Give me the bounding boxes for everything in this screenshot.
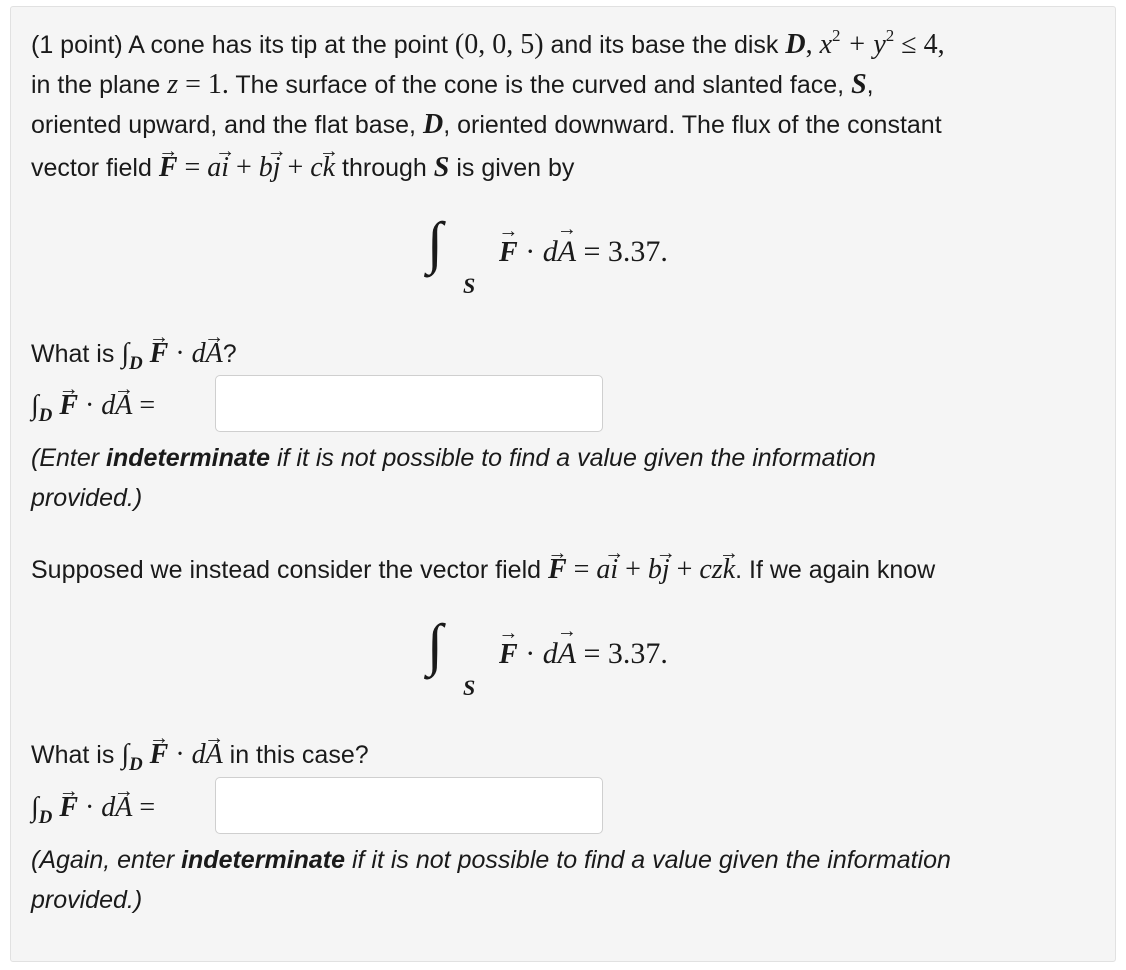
- math-op: ·: [525, 235, 536, 268]
- q2-note-line-2: [31, 885, 142, 915]
- part2-text: [31, 555, 935, 585]
- problem-line-4: [31, 153, 574, 183]
- vector-F: F →: [59, 793, 78, 823]
- note-text: if it is not possible to find a value given the information: [351, 846, 951, 874]
- question-text: in this case?: [229, 741, 369, 769]
- unit-vector-k: k →: [723, 555, 735, 585]
- integral-subscript: D: [128, 353, 143, 374]
- math-var: d: [101, 792, 116, 823]
- math-op: ·: [175, 338, 185, 369]
- math-op: ·: [85, 792, 95, 823]
- q1-answer-label: $\int_D$ F → · dA → =: [31, 391, 155, 421]
- question-mark: ?: [222, 340, 237, 368]
- problem-text: vector field: [31, 154, 152, 182]
- tip-point: (0, 0, 5): [454, 29, 544, 60]
- math-var: + y: [847, 29, 886, 60]
- vector-A: A →: [115, 793, 132, 823]
- integral-sign: ∫: [427, 210, 443, 275]
- math-var: a: [207, 152, 222, 183]
- points-label: (1 point): [31, 31, 123, 59]
- math-var: c: [310, 152, 323, 183]
- question-text: What is: [31, 741, 115, 769]
- problem-line-2: in the plane z = 1. The surface of the cone is the curved and slanted face, S,: [31, 69, 874, 100]
- q2-answer-input[interactable]: [215, 777, 603, 834]
- integral-subscript: S: [463, 675, 476, 700]
- integral-subscript: S: [463, 273, 476, 298]
- q1-answer-input[interactable]: [215, 375, 603, 432]
- unit-vector-j: j →: [273, 153, 281, 183]
- math-var: d: [191, 338, 206, 369]
- problem-text: The surface of the cone is the curved and slanted face,: [235, 71, 845, 99]
- vector-F: F →: [59, 391, 78, 421]
- note-text: provided.): [31, 886, 143, 914]
- math-var: d: [542, 637, 558, 670]
- question-text: What is: [31, 340, 115, 368]
- surface-name: S: [851, 69, 867, 100]
- problem-line-3: oriented upward, and the flat base, D, oriented downward. The flux of the constant: [31, 109, 942, 140]
- problem-text: through: [342, 154, 427, 182]
- math-op: ·: [525, 637, 536, 670]
- vector-F: F →: [150, 740, 169, 770]
- disk-name: D: [785, 29, 806, 60]
- math-var: a: [596, 554, 611, 585]
- vector-F: F →: [499, 237, 518, 269]
- vector-A: A →: [115, 391, 132, 421]
- math-op: +: [235, 152, 252, 183]
- integral-subscript: D: [128, 754, 143, 775]
- integral-subscript: D: [38, 807, 53, 828]
- math-op: ·: [175, 739, 185, 770]
- flux-expression: [499, 637, 668, 671]
- flux-value: = 3.37.: [583, 637, 668, 670]
- math-eq: =: [139, 390, 156, 421]
- unit-vector-i: i →: [610, 555, 618, 585]
- math-eq: = 1.: [185, 69, 229, 100]
- q2-prompt: What is $\int_D$ F → · dA → in this case?: [31, 740, 369, 770]
- math-var: x: [819, 29, 833, 60]
- math-eq: =: [184, 152, 201, 183]
- vector-F: F →: [499, 639, 518, 671]
- disk-name: D: [422, 109, 444, 140]
- q2-note-line-1: [31, 845, 951, 875]
- math-eq: =: [139, 792, 156, 823]
- integral-subscript: D: [38, 405, 53, 426]
- unit-vector-i: i →: [221, 153, 229, 183]
- exponent: 2: [832, 26, 841, 45]
- math-var: b: [258, 152, 273, 183]
- flux-expression: [499, 235, 668, 269]
- unit-vector-k: k →: [323, 153, 335, 183]
- note-text: provided.): [31, 484, 143, 512]
- problem-line-1: (1 point) A cone has its tip at the point (0, 0, 5) and its base the disk D, $x^2 + y^2 \le 4$,: [31, 26, 945, 60]
- note-text: if it is not possible to find a value given the information: [276, 444, 876, 472]
- q1-note-line-2: [31, 483, 142, 513]
- note-bold: indeterminate: [106, 444, 270, 472]
- vector-A: A →: [558, 637, 576, 671]
- math-eq: =: [573, 554, 590, 585]
- q1-prompt: What is $\int_D$ F → · dA →?: [31, 339, 237, 369]
- math-var: d: [191, 739, 206, 770]
- note-bold: indeterminate: [181, 846, 346, 874]
- math-op: +: [625, 554, 641, 585]
- vector-F: F →: [548, 555, 567, 585]
- math-var: d: [542, 235, 558, 268]
- vector-A: A →: [206, 339, 223, 369]
- math-var: z: [167, 69, 179, 100]
- problem-text: oriented downward. The flux of the constant: [457, 111, 942, 139]
- unit-vector-j: j →: [662, 555, 670, 585]
- math-op: +: [676, 554, 693, 585]
- math-var: cz: [699, 554, 723, 585]
- q2-answer-label: $\int_D$ F → · dA → =: [31, 793, 155, 823]
- vector-A: A →: [558, 235, 576, 269]
- problem-text: is given by: [456, 154, 575, 182]
- vector-F: F →: [159, 153, 178, 183]
- flux-value: = 3.37.: [583, 235, 668, 268]
- problem-text: . If we again know: [735, 556, 936, 584]
- vector-A: A →: [206, 740, 223, 770]
- problem-text: Supposed we instead consider the vector field: [31, 556, 542, 584]
- problem-panel: [10, 6, 1116, 962]
- problem-text: oriented upward, and the flat base,: [31, 111, 416, 139]
- exponent: 2: [885, 26, 895, 45]
- vector-F: F →: [150, 339, 169, 369]
- math-ineq: ≤ 4,: [901, 29, 945, 60]
- problem-text: and its base the disk: [550, 31, 779, 59]
- integral-sign: ∫: [427, 612, 443, 677]
- surface-name: S: [433, 152, 450, 183]
- note-text: (Again, enter: [31, 846, 175, 874]
- problem-text: A cone has its tip at the point: [128, 31, 448, 59]
- note-text: (Enter: [31, 444, 100, 472]
- math-var: b: [647, 554, 662, 585]
- math-op: ·: [85, 390, 95, 421]
- math-op: +: [287, 152, 304, 183]
- q1-note-line-1: [31, 443, 876, 473]
- math-var: d: [101, 390, 116, 421]
- problem-text: in the plane: [31, 71, 161, 99]
